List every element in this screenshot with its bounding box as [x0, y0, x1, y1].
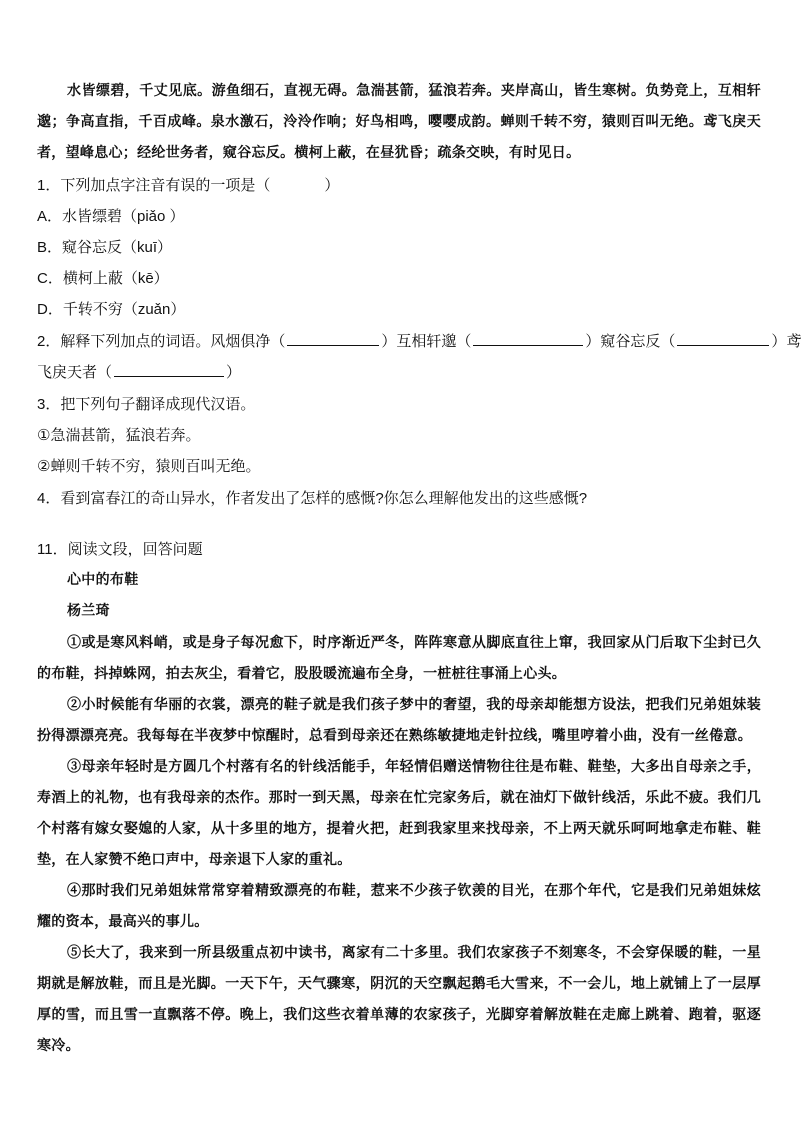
answer-blank[interactable]: [114, 362, 224, 377]
question-3-item: ①急湍甚箭，猛浪若奔。: [37, 427, 201, 444]
option-c: C．横柯上蔽（kē）: [37, 270, 169, 287]
question-3-item: ②蝉则千转不穷，猿则百叫无绝。: [37, 458, 261, 475]
article-paragraph: ④那时我们兄弟姐妹常常穿着精致漂亮的布鞋，惹来不少孩子钦羡的目光，在那个年代，它是我们兄弟姐妹炫耀的资本，最高兴的事儿。: [37, 883, 761, 930]
answer-blank[interactable]: [677, 331, 769, 346]
article-paragraph: ⑤长大了，我来到一所县级重点初中读书，离家有二十多里。我们农家孩子不刻寒冬，不会穿保暖的鞋，一星期就是解放鞋，而且是光脚。一天下午，天气骤寒，阴沉的天空飘起鹅毛大雪来，不一会儿，地上就铺上了一层厚厚的雪，而且雪一直飘落不停。晚上，我们这些衣着单薄的农家孩子，光脚穿着解放鞋在走廊上跳着、跑着，驱逐寒冷。: [37, 945, 761, 1054]
question-3: 3．把下列句子翻译成现代汉语。: [37, 396, 256, 413]
classical-passage: 水皆缥碧，千丈见底。游鱼细石，直视无碍。急湍甚箭，猛浪若奔。夹岸高山，皆生寒树。负势竞上，互相轩邈；争高直指，千百成峰。泉水激石，泠泠作响；好鸟相鸣，嘤嘤成韵。蝉则千转不穷，猿则百叫无绝。鸢飞戾天者，望峰息心；经纶世务者，窥谷忘反。横柯上蔽，在昼犹昏；疏条交映，有时见日。: [37, 83, 761, 161]
question-1: 1．下列加点字注音有误的一项是（ ）: [37, 177, 340, 194]
option-b: B．窥谷忘反（kuī）: [37, 239, 173, 256]
question-2-cont: 飞戾天者（ ）: [37, 364, 242, 381]
article-title: 心中的布鞋: [67, 572, 139, 588]
article-author: 杨兰琦: [67, 603, 110, 619]
question-4: 4．看到富春江的奇山异水，作者发出了怎样的感慨?你怎么理解他发出的这些感慨?: [37, 490, 588, 507]
option-a: A．水皆缥碧（piǎo ）: [37, 208, 185, 225]
answer-blank[interactable]: [272, 176, 322, 190]
option-d: D．千转不穷（zuǎn）: [37, 301, 186, 318]
article-paragraph: ②小时候能有华丽的衣裳，漂亮的鞋子就是我们孩子梦中的奢望，我的母亲却能想方设法，把我们兄弟姐妹装扮得漂漂亮亮。我每每在半夜梦中惊醒时，总看到母亲还在熟练敏捷地走针拉线，嘴里哼着小曲，没有一丝倦意。: [37, 697, 761, 744]
answer-blank[interactable]: [473, 331, 583, 346]
question-2: 2．解释下列加点的词语。风烟俱净（ ）互相轩邈（ ）窥谷忘反（ ）鸢: [37, 333, 801, 350]
article-paragraph: ①或是寒风料峭，或是身子每况愈下，时序渐近严冬，阵阵寒意从脚底直往上窜，我回家从门后取下尘封已久的布鞋，抖掉蛛网，拍去灰尘，看着它，股股暖流遍布全身，一桩桩往事涌上心头。: [37, 635, 761, 682]
question-1-stem: 1．下列加点字注音有误的一项是（: [37, 177, 271, 194]
article-paragraph: ③母亲年轻时是方圆几个村落有名的针线活能手，年轻情侣赠送情物往往是布鞋、鞋垫，大多出自母亲之手，寿酒上的礼物，也有我母亲的杰作。那时一到天黑，母亲在忙完家务后，就在油灯下做针线活，乐此不疲。我们几个村落有嫁女娶媳的人家，从十多里的地方，提着火把，赶到我家里来找母亲，不上两天就乐呵呵地拿走布鞋、鞋垫，在人家赞不绝口声中，母亲退下人家的重礼。: [37, 759, 761, 868]
answer-blank[interactable]: [287, 331, 379, 346]
question-11: 11．阅读文段，回答问题: [37, 541, 203, 558]
